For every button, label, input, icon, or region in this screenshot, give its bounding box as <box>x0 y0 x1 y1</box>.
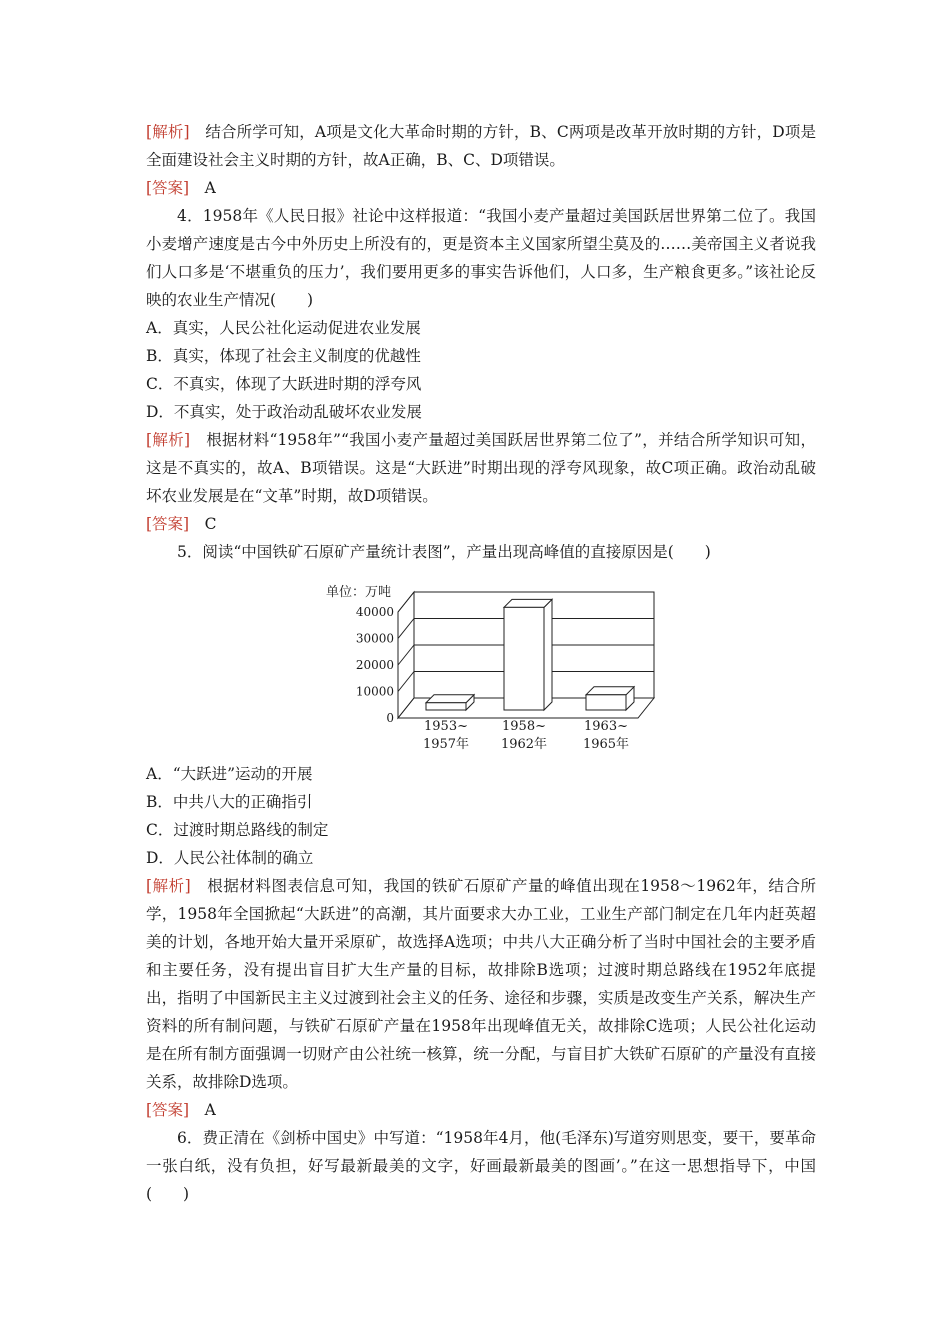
bar <box>586 687 634 710</box>
x-tick-label: 1962年 <box>500 737 548 752</box>
option-4c: C．不真实，体现了大跃进时期的浮夸风 <box>146 375 422 393</box>
analysis-text: 根据材料图表信息可知，我国的铁矿石原矿产量的峰值出现在1958～1962年，结合所学，1958年全国掀起“大跃进”的高潮，其片面要求大办工业，工业生产部门制定在几年内赶英超美的计划，各地开始大量开采原矿，故选择A选项；中共八大正确分析了当时中国社会的主要矛盾和主要任务，没有提出盲目扩大生产量的目标，故排除B选项；过渡时期总路线在1952年底提出，指明了中国新民主主义过渡到社会主义的任务、途径和步骤，实质是改变生产关系，解决生产资料的所有制问题，与铁矿石原矿产量在1958年出现峰值无关，故排除C选项；人民公社化运动是在所有制方面强调一切财产由公社统一核算，统一分配，与盲目扩大铁矿石原矿的产量没有直接关系，故排除D选项。 <box>146 877 816 1091</box>
analysis-text: 结合所学可知，A项是文化大革命时期的方针，B、C两项是改革开放时期的方针，D项是全面建设社会主义时期的方针，故A正确，B、C、D项错误。 <box>146 123 816 169</box>
bar <box>426 695 474 710</box>
answer-tag: [答案] <box>146 179 190 197</box>
chart-x-labels <box>423 719 629 752</box>
bar-front <box>426 703 466 710</box>
x-tick-label: 1957年 <box>422 737 470 752</box>
bar-top <box>426 695 474 703</box>
analysis-tag: [解析] <box>146 431 191 449</box>
option-5c: C．过渡时期总路线的制定 <box>146 821 329 839</box>
option-4d: D．不真实，处于政治动乱破坏农业发展 <box>146 403 422 421</box>
option-4b: B．真实，体现了社会主义制度的优越性 <box>146 347 421 365</box>
chart-bars <box>426 599 634 710</box>
y-tick-label: 20000 <box>355 658 394 672</box>
analysis-tag: [解析] <box>146 877 191 895</box>
answer-q3 <box>146 174 816 202</box>
gridline-diagonal <box>398 592 414 612</box>
answer-q5 <box>146 1096 816 1124</box>
bar <box>504 599 552 710</box>
bar-top <box>586 687 634 695</box>
answer-text: C <box>189 515 217 533</box>
x-tick-label: 1958~ <box>502 719 546 734</box>
question-5: 5．阅读“中国铁矿石原矿产量统计表图”，产量出现高峰值的直接原因是( ) <box>177 543 711 561</box>
x-tick-label: 1953~ <box>424 719 468 734</box>
answer-tag: [答案] <box>146 515 190 533</box>
analysis-text: 根据材料“1958年”“我国小麦产量超过美国跃居世界第二位了”，并结合所学知识可知，这是不真实的，故A、B项错误。这是“大跃进”时期出现的浮夸风现象，故C项正确。政治动乱破坏农业发展是在“文革”时期，故D项错误。 <box>146 431 816 505</box>
option-5a: A．“大跃进”运动的开展 <box>146 765 313 783</box>
answer-q4 <box>146 510 816 538</box>
y-tick-label: 40000 <box>355 605 394 619</box>
gridline-diagonal <box>398 672 414 692</box>
gridline-diagonal <box>398 645 414 665</box>
analysis-q3 <box>146 118 816 174</box>
answer-tag: [答案] <box>146 1101 190 1119</box>
bar-front <box>586 695 626 710</box>
x-tick-label: 1965年 <box>582 737 630 752</box>
y-tick-label: 10000 <box>355 684 394 699</box>
bar-top <box>504 599 552 607</box>
answer-text: A <box>189 1101 216 1119</box>
option-5d: D．人民公社体制的确立 <box>146 849 314 867</box>
gridline-diagonal <box>398 619 414 639</box>
analysis-tag: [解析] <box>146 123 190 141</box>
y-tick-label: 30000 <box>355 631 394 646</box>
bar-side <box>544 599 552 710</box>
bar-front <box>504 607 544 710</box>
iron-ore-chart <box>318 578 678 758</box>
option-4a: A．真实，人民公社化运动促进农业发展 <box>146 319 421 337</box>
y-tick-label: 0 <box>386 711 394 725</box>
analysis-q4 <box>146 426 816 510</box>
chart-unit-label: 单位：万吨 <box>326 585 392 600</box>
option-5b: B．中共八大的正确指引 <box>146 793 313 811</box>
answer-text: A <box>189 179 216 197</box>
chart-y-ticks <box>356 605 394 725</box>
question-6: 6．费正清在《剑桥中国史》中写道：“1958年4月，他(毛泽东)写道穷则思变，要干，要革命一张白纸，没有负担，好写最新最美的文字，好画最新最美的图画’。”在这一思想指导下，中国( ) <box>146 1129 816 1203</box>
question-4: 4．1958年《人民日报》社论中这样报道：“我国小麦产量超过美国跃居世界第二位了。我国小麦增产速度是古今中外历史上所没有的，更是资本主义国家所望尘莫及的……美帝国主义者说我们人口多是‘不堪重负的压力’，我们要用更多的事实告诉他们，人口多，生产粮食更多。”该社论反映的农业生产情况( ) <box>146 207 816 309</box>
x-tick-label: 1963~ <box>584 719 628 734</box>
analysis-q5 <box>146 872 816 1096</box>
